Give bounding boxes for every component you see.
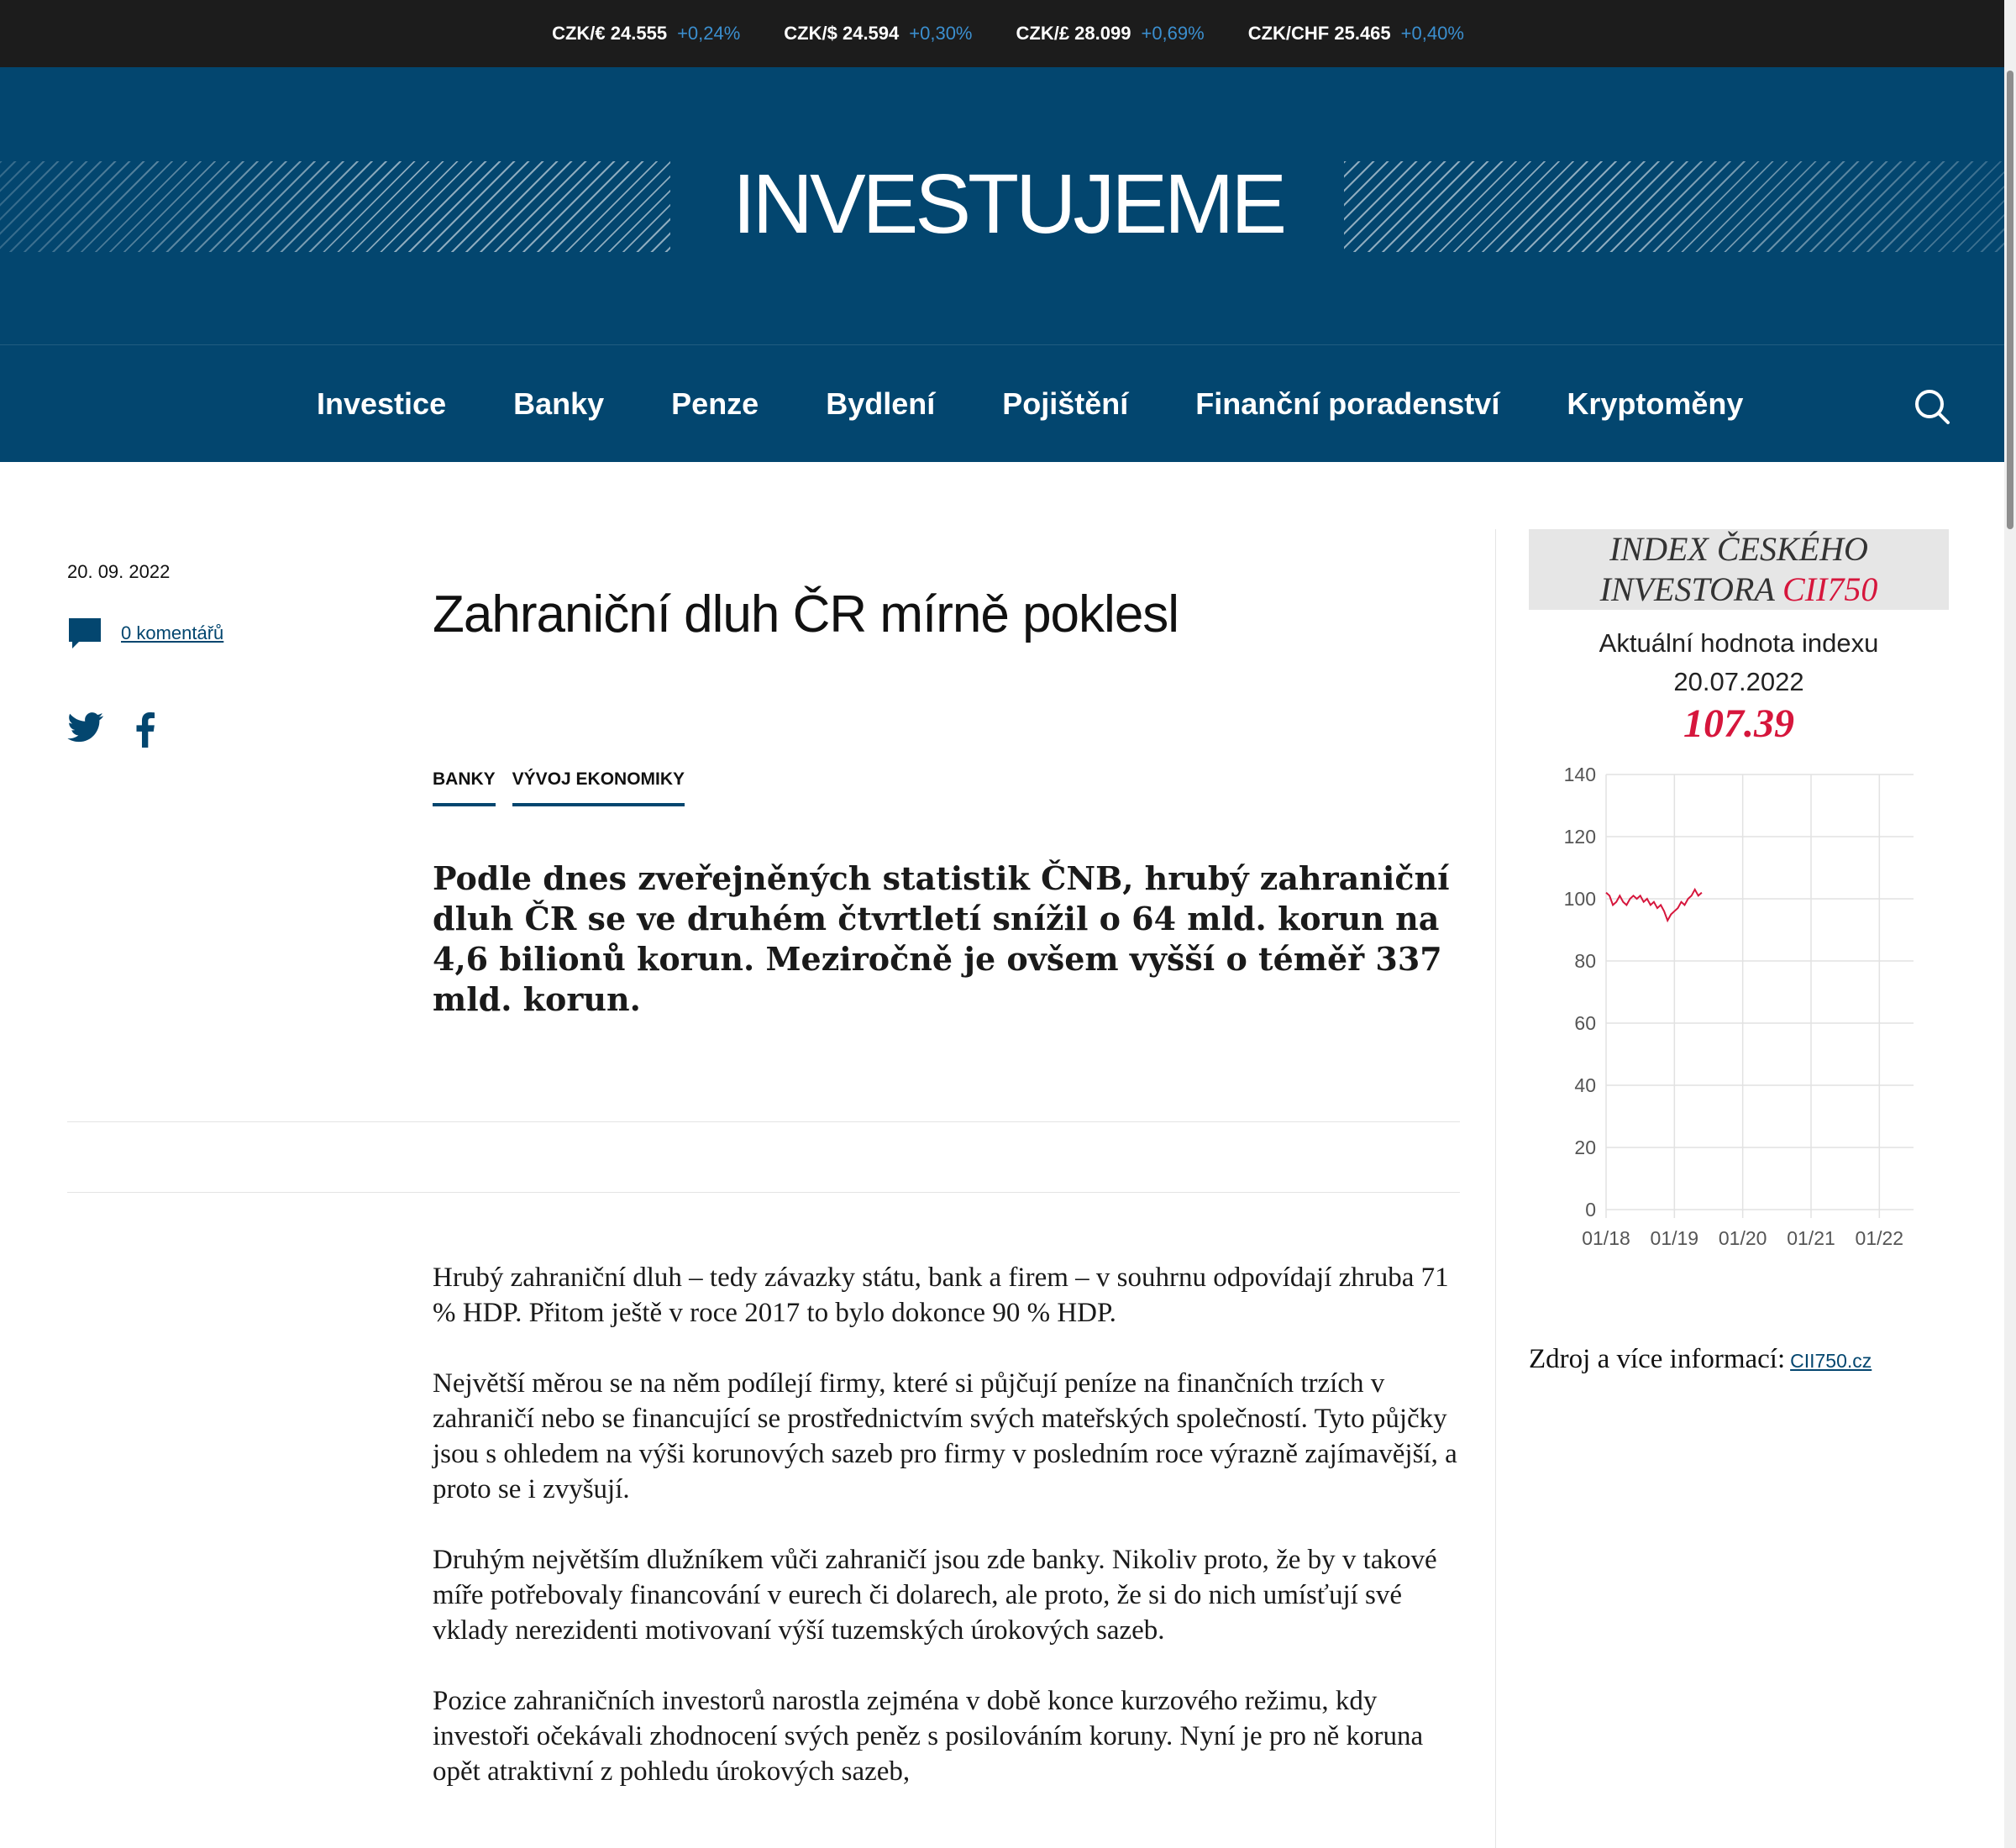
- chart-x-tick-label: 01/18: [1582, 1227, 1630, 1249]
- chart-x-tick-label: 01/22: [1855, 1227, 1904, 1249]
- index-source-label: Zdroj a více informací:: [1529, 1344, 1786, 1374]
- nav-item-kryptomeny[interactable]: Kryptoměny: [1567, 386, 1744, 421]
- article-date: 20. 09. 2022: [67, 561, 171, 582]
- index-widget-title-word: INVESTORA: [1599, 570, 1775, 608]
- chart-x-tick-label: 01/20: [1718, 1227, 1767, 1249]
- ticker-pair: CZK/€ 24.555: [552, 23, 668, 44]
- ticker-change: +0,69%: [1141, 23, 1205, 44]
- divider: [67, 1121, 1460, 1122]
- article-paragraph: Druhým největším dlužníkem vůči zahraničí jsou zde banky. Nikoliv proto, že by v takové míře potřebovaly financování v eurech či dolarech, ale proto, že si do nich umísťují své vklady nerezidenti motivovaní výší tuzemských úrokových sazeb.: [433, 1545, 1437, 1646]
- tag-banky[interactable]: BANKY: [433, 769, 496, 806]
- ticker-pair: CZK/CHF 25.465: [1247, 23, 1391, 44]
- nav-item-investice[interactable]: Investice: [317, 386, 447, 421]
- index-widget-brand: CII750: [1782, 570, 1878, 608]
- article-paragraph: Pozice zahraničních investorů narostla zejména v době konce kurzového režimu, kdy investoři očekávali zhodnocení svých peněz s posilováním koruny. Nyní je pro ně koruna opět atraktivní z pohledu úrokových sazeb,: [433, 1686, 1424, 1787]
- social-share: [67, 712, 156, 748]
- site-header: [0, 67, 2016, 344]
- nav-item-financni-poradenstvi[interactable]: Finanční poradenství: [1195, 386, 1500, 421]
- main-nav: [0, 344, 2016, 462]
- chart-y-tick-label: 40: [1574, 1074, 1596, 1096]
- article-perex: Podle dnes zveřejněných statistik ČNB, hrubý zahraniční dluh ČR se ve druhém čtvrtletí snížil o 64 mld. korun na 4,6 bilionů korun. Meziročně je ovšem vyšší o téměř 337 mld. korun.: [433, 859, 1450, 1018]
- comments-count-label[interactable]: 0 komentářů: [121, 622, 224, 643]
- chart-y-tick-label: 0: [1585, 1199, 1596, 1221]
- nav-item-penze[interactable]: Penze: [671, 386, 759, 421]
- ticker-change: +0,30%: [909, 23, 973, 44]
- index-widget-date: 20.07.2022: [1673, 667, 1804, 696]
- chart-y-tick-label: 80: [1574, 950, 1596, 972]
- search-icon[interactable]: [1914, 388, 1950, 425]
- article-title: Zahraniční dluh ČR mírně poklesl: [433, 585, 1179, 643]
- article-body: [433, 1260, 1466, 1824]
- nav-item-banky[interactable]: Banky: [513, 386, 605, 421]
- index-widget-title-line1: INDEX ČESKÉHO: [1609, 530, 1868, 568]
- comment-icon: [67, 617, 102, 650]
- scrollbar[interactable]: [2004, 0, 2016, 1848]
- article-paragraph: Hrubý zahraniční dluh – tedy závazky státu, bank a firem – v souhrnu odpovídají zhruba 71 % HDP. Přitom ještě v roce 2017 to bylo dokonce 90 % HDP.: [433, 1263, 1449, 1328]
- ticker-change: +0,24%: [677, 23, 741, 44]
- ticker-item-eur: [552, 23, 740, 45]
- ticker-item-chf: [1248, 23, 1464, 45]
- index-widget-subtitle: Aktuální hodnota indexu: [1599, 628, 1879, 658]
- twitter-icon[interactable]: [67, 712, 104, 743]
- ticker-item-gbp: [1016, 23, 1205, 45]
- index-source-link[interactable]: CII750.cz: [1790, 1350, 1872, 1372]
- scrollbar-thumb[interactable]: [2007, 71, 2013, 529]
- ticker-change: +0,40%: [1400, 23, 1464, 44]
- chart-y-tick-label: 100: [1563, 888, 1596, 910]
- index-source: [1529, 1344, 1872, 1375]
- ticker-pair: CZK/£ 28.099: [1016, 23, 1131, 44]
- index-widget-value: 107.39: [1683, 701, 1794, 746]
- article-paragraph: Největší měrou se na něm podílejí firmy, které si půjčují peníze na finančních trzích v zahraničí nebo se financující se prostřednictvím svých mateřských společností. Tyto půjčky jsou s ohledem na výši korunových sazeb pro firmy v posledním roce výrazně zajímavější, a proto se i zvyšují.: [433, 1368, 1457, 1504]
- chart-y-tick-label: 140: [1563, 764, 1596, 785]
- nav-item-pojisteni[interactable]: Pojištění: [1002, 386, 1129, 421]
- chart-x-tick-label: 01/19: [1650, 1227, 1699, 1249]
- tag-vyvoj-ekonomiky[interactable]: VÝVOJ EKONOMIKY: [512, 769, 685, 806]
- nav-item-bydleni[interactable]: Bydlení: [826, 386, 936, 421]
- chart-y-tick-label: 60: [1574, 1012, 1596, 1034]
- divider: [67, 1192, 1460, 1193]
- index-widget-title: [1529, 529, 1949, 610]
- currency-ticker: [0, 0, 2016, 67]
- comments-link[interactable]: [67, 617, 223, 650]
- facebook-icon[interactable]: [134, 712, 156, 748]
- index-chart: [1537, 756, 1924, 1260]
- article-tags: [433, 769, 685, 806]
- chart-x-tick-label: 01/21: [1787, 1227, 1835, 1249]
- sidebar-divider: [1495, 529, 1496, 1848]
- chart-y-tick-label: 120: [1563, 826, 1596, 848]
- chart-series-line: [1606, 890, 1702, 921]
- ticker-item-usd: [784, 23, 972, 45]
- chart-y-tick-label: 20: [1574, 1137, 1596, 1158]
- index-widget-title-line2: [1529, 570, 1949, 610]
- ticker-pair: CZK/$ 24.594: [784, 23, 900, 44]
- site-logo[interactable]: INVESTUJEME: [732, 157, 1284, 251]
